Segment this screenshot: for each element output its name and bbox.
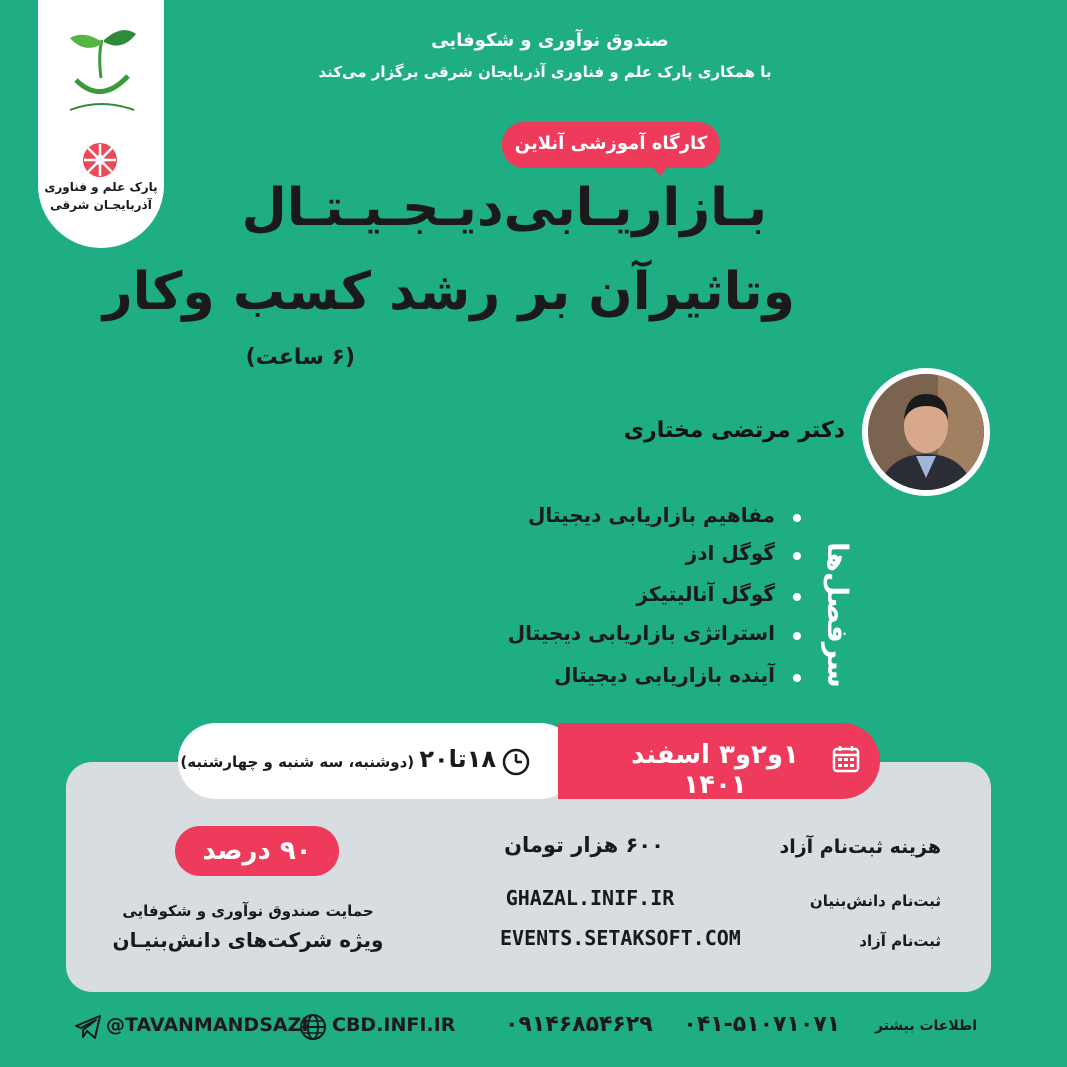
topic-item: گوگل آنالیتیکز <box>636 582 775 606</box>
bullet-dot <box>793 632 801 640</box>
topics-label: سرفصل‌ها <box>821 542 854 688</box>
event-date: ۱و۲و۳ اسفند ۱۴۰۱ <box>631 740 799 800</box>
topic-item: استراتژی بازاریابی دیجیتال <box>507 621 775 645</box>
badge-pointer <box>650 164 670 176</box>
bullet-dot <box>793 593 801 601</box>
event-duration: (۶ ساعت) <box>245 345 355 370</box>
park-logo-line2: آذربایجـان شرقی <box>50 198 152 212</box>
fee-label: هزینه ثبت‌نام آزاد <box>779 836 941 858</box>
pomegranate-icon <box>78 140 122 180</box>
discount-badge: ۹۰ درصد <box>175 826 339 876</box>
registration-price: ۶۰۰ هزار تومان <box>504 833 664 857</box>
knowledge-registration-label: ثبت‌نام دانش‌بنیان <box>809 892 941 910</box>
free-registration-link[interactable]: EVENTS.SETAKSOFT.COM <box>500 926 741 950</box>
event-title-line1: بـازاریـابی‌دیـجـیـتـال <box>241 178 767 238</box>
sprout-icon <box>56 10 146 122</box>
phone-numbers <box>505 1012 840 1037</box>
time-range: ۱۸تا۲۰ <box>419 745 496 773</box>
support-line: حمایت صندوق نوآوری و شکوفایی <box>122 902 374 920</box>
social-handle[interactable]: @TAVANMANDSAZI <box>106 1014 309 1036</box>
landline-number[interactable]: ۰۴۱-۵۱۰۷۱۰۷۱ <box>683 1012 841 1037</box>
knowledge-registration-link[interactable]: GHAZAL.INIF.IR <box>505 886 675 910</box>
workshop-badge: کارگاه آموزشی آنلاین <box>502 122 720 168</box>
event-days: (دوشنبه، سه شنبه و چهارشنبه) <box>180 753 415 771</box>
park-logo-line1: پارک علم و فناوری <box>44 180 158 194</box>
bullet-dot <box>793 514 801 522</box>
collaboration-line: با همکاری پارک علم و فناوری آذربایجان شرقی برگزار می‌کند <box>318 63 772 81</box>
topic-item: مفاهیم بازاریابی دیجیتال <box>528 503 775 527</box>
free-registration-label: ثبت‌نام آزاد <box>859 932 941 950</box>
mobile-number[interactable]: ۰۹۱۴۶۸۵۴۶۲۹ <box>505 1012 653 1037</box>
bullet-dot <box>793 674 801 682</box>
calendar-icon <box>832 745 860 773</box>
event-title-line2: وتاثیرآن بر رشد کسب وکار <box>102 262 795 322</box>
event-time <box>180 745 496 773</box>
support-target: ویژه شرکت‌های دانش‌بنیـان <box>112 928 384 952</box>
organizer-line: صندوق نوآوری و شکوفایی <box>431 30 669 51</box>
bullet-dot <box>793 552 801 560</box>
speaker-name: دکتر مرتضی مختاری <box>623 418 845 443</box>
website-link[interactable]: CBD.INFI.IR <box>332 1014 456 1036</box>
more-info-label: اطلاعات بیشتر <box>874 1018 977 1034</box>
globe-icon <box>298 1012 328 1042</box>
speaker-photo <box>868 374 984 490</box>
telegram-icon <box>74 1014 102 1040</box>
topic-item: گوگل ادز <box>685 541 775 565</box>
clock-icon <box>500 746 532 778</box>
topic-item: آینده بازاریابی دیجیتال <box>554 663 775 687</box>
